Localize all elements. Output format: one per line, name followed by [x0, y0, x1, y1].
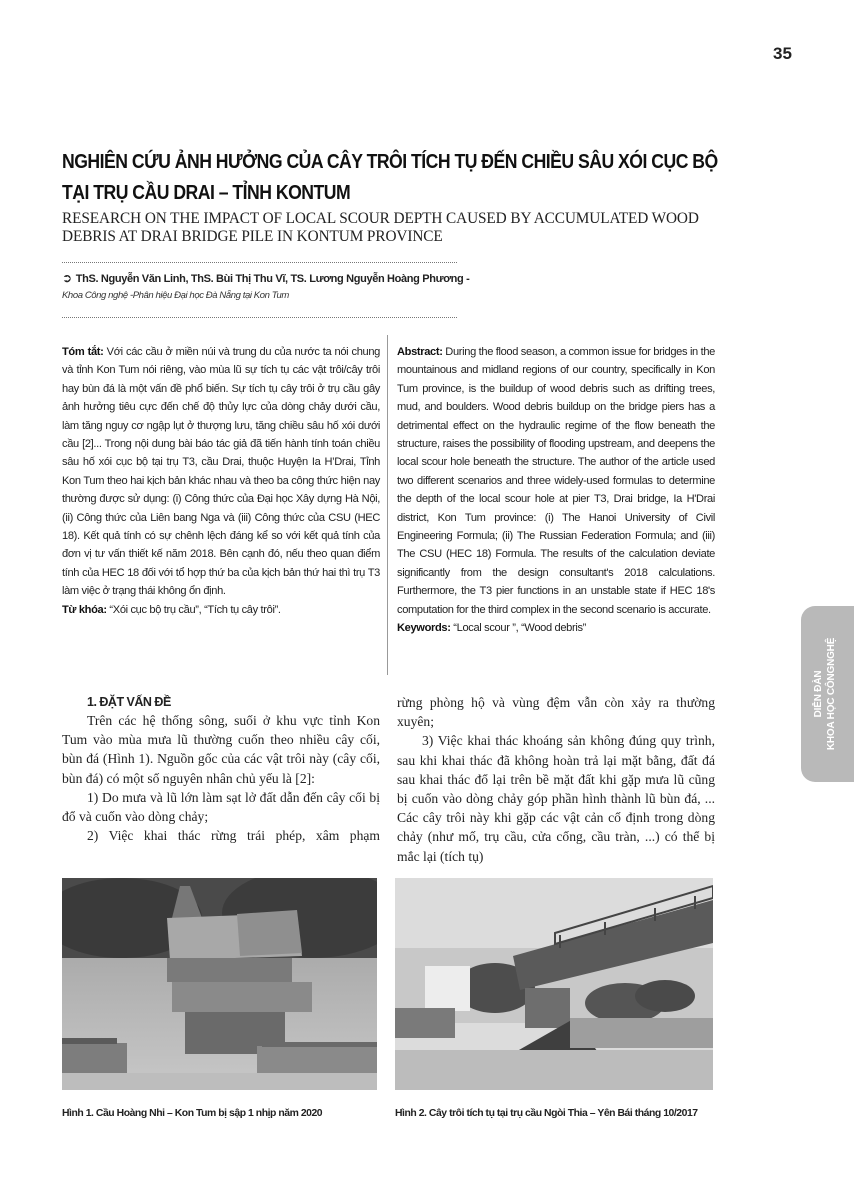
abstract-vi-text: Với các cầu ở miền núi và trung du của nước ta nói chung và tỉnh Kon Tum nói riêng, vào mùa lũ sự tích tụ các vật trôi/cây trôi hay bùn đá là một vấn đề phổ biến. Sự tích tụ cây trôi ở trụ cầu gây ảnh hưởng tiêu cực đến chế độ thủy lực của dòng chảy dưới cầu, làm tăng nguy cơ ngập lụt ở thượng lưu, tăng chiều sâu hố xói dưới cầu [2]... Trong nội dung bài báo tác giả đã tiến hành tính toán chiều sâu hố xói cục bộ tại trụ T3, cầu Drai, thuộc Huyện Ia H’Drai, Tỉnh Kon Tum theo hai kịch bản khác nhau và theo ba công thức hiện nay thường được sử dụng: (i) Công thức của Đại học Xây dựng Hà Nội, (ii) Công thức của Liên bang Nga và (iii) Công thức của CSU (HEC 18). Kết quả tính có sự chênh lệch đáng kể so với kết quả tính của đơn vị tư vấn thiết kế năm 2018. Bên cạnh đó, nếu theo quan điểm tính của HEC 18 đối với tổ hợp thứ ba của kịch bản thứ hai thì trụ T3 làm việc ở trạng thái không ổn định.: [62, 346, 380, 598]
abstract-en-text: During the flood season, a common issue for bridges in the mountainous and midland regions of our country, specifically in Kon Tum province, is the buildup of wood debris such as drifting trees, mud, and boulders. Wood debris buildup on the bridge piers has a detrimental effect on the hydraulic regime of the flow beneath the structure, raises the possibility of flooding upstream, and deepens the local scour hole beneath the structure. The author of the article used two different scenarios and three widely-used formulas to determine the depth of the local scour hole at pier T3, Drai bridge, Ia H'Drai district, Kon Tum province: (i) The Hanoi University of Civil Engineering Formula; (ii) The Russian Federation Formula; and (iii) The CSU (HEC 18) Formula. The results of the calculation deviate significantly from the design consultant's 2018 calculations. Furthermore, the T3 pier functions in an unstable state if HEC 18's computation for the third complex in the second scenario is accurate.: [397, 346, 715, 616]
list-item-continued: rừng phòng hộ và vùng đệm vẫn còn xảy ra thường xuyên;: [397, 695, 715, 730]
section-heading: 1. ĐẶT VẤN ĐỀ: [87, 695, 171, 709]
figure-1-photo: [62, 878, 377, 1090]
abstract-vi-body: [62, 343, 380, 601]
figure-2-caption: Hình 2. Cây trôi tích tụ tại trụ cầu Ngòi Thia – Yên Bái tháng 10/2017: [395, 1108, 698, 1119]
subtitle-line-1: RESEARCH ON THE IMPACT OF LOCAL SCOUR DEPTH CAUSED BY ACCUMULATED WOOD: [62, 210, 699, 227]
body-column-left: [62, 693, 380, 845]
body-column-right: [397, 693, 715, 866]
list-item: 2) Việc khai thác rừng trái phép, xâm phạm: [87, 828, 380, 844]
side-tab-line-1: DIỄN ĐÀN: [813, 670, 824, 718]
title-line-2: TẠI TRỤ CẦU DRAI – TỈNH KONTUM: [62, 181, 351, 204]
abstract-en-body: [397, 343, 715, 619]
side-tab-line-2: KHOA HỌC CÔNGNGHỆ: [826, 637, 837, 751]
paragraph: Trên các hệ thống sông, suối ở khu vực tỉnh Kon Tum vào mùa mưa lũ thường cuốn theo nhiều cây cối, bùn đá (Hình 1). Nguồn gốc của các vật trôi này (cây cối, bùn đá) có một số nguyên nhân chủ yếu là [2]:: [62, 713, 380, 786]
abstract-en-label: Abstract:: [397, 346, 443, 358]
keywords-vi: [62, 601, 380, 619]
author-list: [62, 271, 469, 285]
article-title: [62, 146, 759, 208]
authors-text: ThS. Nguyễn Văn Linh, ThS. Bùi Thị Thu Vĩ, TS. Lương Nguyễn Hoàng Phương -: [75, 273, 470, 285]
keywords-en-text: “Local scour ”, “Wood debris”: [450, 622, 586, 635]
divider-bottom: [62, 317, 457, 318]
page-number: 35: [773, 44, 792, 63]
collapsed-bridge-image: [62, 878, 377, 1090]
keywords-vi-text: “Xói cục bộ trụ cầu”, “Tích tụ cây trôi”.: [106, 603, 281, 616]
keywords-vi-label: Từ khóa:: [62, 603, 107, 616]
figure-2-photo: [395, 878, 713, 1090]
subtitle-line-2: DEBRIS AT DRAI BRIDGE PILE IN KONTUM PROVINCE: [62, 227, 443, 245]
abstract-english: [397, 343, 715, 638]
list-item: 1) Do mưa và lũ lớn làm sạt lở đất dẫn đến cây cối bị đổ và cuốn vào dòng chảy;: [62, 789, 380, 825]
divider-top: [62, 262, 457, 263]
abstract-vi-label: Tóm tắt:: [62, 346, 104, 358]
keywords-en-label: Keywords:: [397, 622, 451, 635]
column-separator: [387, 335, 388, 675]
side-tab-label: [812, 638, 838, 750]
keywords-en: [397, 619, 715, 637]
abstract-vietnamese: [62, 343, 380, 619]
title-line-1: NGHIÊN CỨU ẢNH HƯỞNG CỦA CÂY TRÔI TÍCH TỤ ĐẾN CHIỀU SÂU XÓI CỤC BỘ: [62, 150, 718, 173]
affiliation: Khoa Công nghệ -Phân hiệu Đại học Đà Nẵng tại Kon Tum: [62, 290, 289, 301]
article-subtitle: [62, 210, 762, 245]
debris-bridge-image: [395, 878, 713, 1090]
return-arrow-icon: ➲: [62, 271, 72, 285]
section-side-tab: [801, 606, 854, 782]
figure-1-caption: Hình 1. Cầu Hoàng Nhi – Kon Tum bị sập 1 nhịp năm 2020: [62, 1108, 323, 1119]
list-item: 3) Việc khai thác khoáng sản không đúng quy trình, sau khi khai thác đã không hoàn trả lại mặt bằng, đất đá sau khai thác đổ lại trên bề mặt đất khi gặp mưa lũ cũng bị cuốn vào dòng chảy góp phần hình thành lũ bùn đá, ... Các cây trôi này khi gặp các vật cản cố định trong dòng chảy (như mố, trụ cầu, cửa cống, cầu tràn, ...) có thể bị mắc lại (tích tụ): [397, 733, 715, 864]
